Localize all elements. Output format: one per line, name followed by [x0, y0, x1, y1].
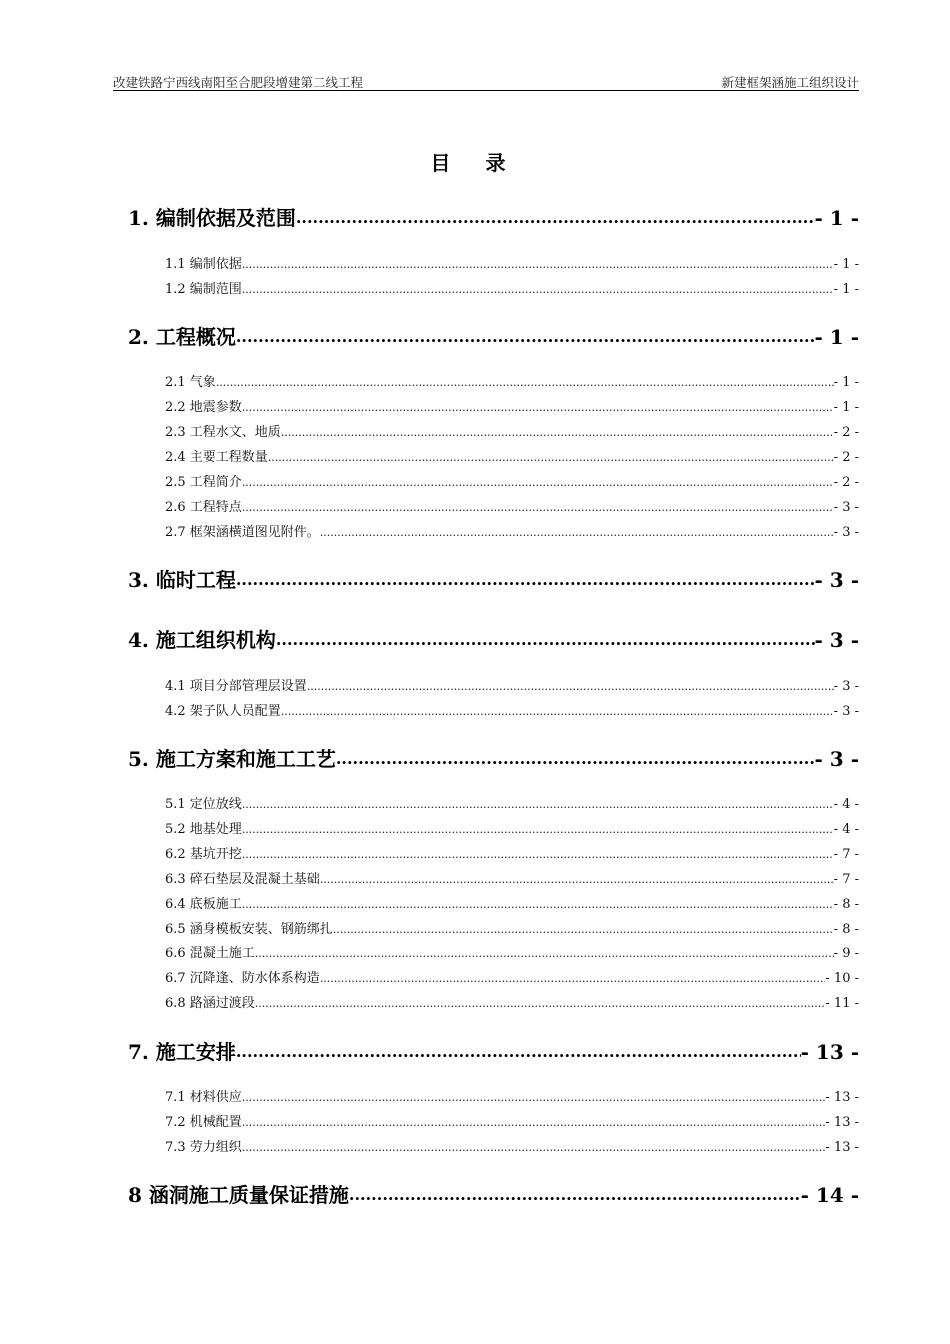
toc-entry-label: 4.1 项目分部管理层设置 [165, 679, 307, 694]
toc-entry-level1[interactable] [128, 746, 859, 772]
toc-entry-page: - 1 - [833, 400, 859, 415]
toc-leader-dots [320, 524, 834, 542]
toc-entry-label: 2.3 工程水文、地质 [165, 425, 281, 440]
toc-entry-page: - 1 - [833, 282, 859, 297]
toc-entry-label: 7.1 材料供应 [165, 1090, 242, 1105]
toc-entry-page: - 13 - [825, 1115, 859, 1130]
toc-leader-dots [242, 399, 834, 417]
toc-entry-label: 2.4 主要工程数量 [165, 450, 268, 465]
toc-leader-dots [320, 970, 826, 988]
toc-entry-level1[interactable] [128, 205, 859, 231]
toc-entry-label: 6.2 基坑开挖 [165, 847, 242, 862]
toc-leader-dots [242, 1114, 826, 1132]
toc-entry-page: - 1 - [833, 375, 859, 390]
toc-entry-label: 7. 施工安排 [128, 1040, 236, 1064]
toc-entry-page: - 13 - [825, 1090, 859, 1105]
toc-entry-page: - 3 - [833, 679, 859, 694]
toc-entry-label: 6.5 涵身模板安装、钢筋绑扎 [165, 922, 333, 937]
toc-entry-label: 6.6 混凝土施工 [165, 946, 255, 961]
toc-entry-label: 2.7 框架涵横道图见附件。 [165, 525, 320, 540]
toc-entry-level2[interactable] [165, 945, 859, 963]
toc-entry-label: 5.2 地基处理 [165, 822, 242, 837]
toc-entry-level2[interactable] [165, 374, 859, 392]
toc-entry-page: - 2 - [833, 475, 859, 490]
toc-entry-label: 3. 临时工程 [128, 568, 236, 592]
toc-leader-dots [242, 846, 834, 864]
toc-leader-dots [216, 374, 834, 392]
toc-leader-dots [296, 205, 815, 231]
toc-leader-dots [281, 424, 834, 442]
toc-entry-page: - 7 - [833, 872, 859, 887]
toc-leader-dots [236, 567, 815, 593]
toc-leader-dots [236, 324, 815, 350]
toc-entry-level2[interactable] [165, 796, 859, 814]
toc-entry-label: 1. 编制依据及范围 [128, 206, 296, 230]
toc-entry-page: - 8 - [833, 897, 859, 912]
toc-entry-level2[interactable] [165, 449, 859, 467]
toc-entry-level2[interactable] [165, 399, 859, 417]
toc-leader-dots [333, 921, 834, 939]
toc-leader-dots [242, 796, 834, 814]
toc-entry-level2[interactable] [165, 474, 859, 492]
toc-entry-level2[interactable] [165, 921, 859, 939]
header-document-name: 新建框架涵施工组织设计 [721, 75, 859, 90]
toc-entry-page: - 2 - [833, 425, 859, 440]
toc-leader-dots [320, 871, 834, 889]
toc-leader-dots [307, 678, 834, 696]
toc-entry-label: 8 涵洞施工质量保证措施 [128, 1183, 349, 1207]
toc-leader-dots [242, 256, 834, 274]
toc-entry-label: 1.2 编制范围 [165, 282, 242, 297]
toc-entry-page: - 3 - [833, 500, 859, 515]
toc-entry-level2[interactable] [165, 896, 859, 914]
toc-entry-level1[interactable] [128, 627, 859, 653]
toc-leader-dots [236, 1039, 801, 1065]
toc-title: 目 录 [430, 151, 520, 175]
toc-leader-dots [242, 896, 834, 914]
toc-entry-page: - 1 - [814, 325, 859, 349]
toc-leader-dots [242, 499, 834, 517]
toc-entry-label: 5.1 定位放线 [165, 797, 242, 812]
toc-entry-label: 7.3 劳力组织 [165, 1140, 242, 1155]
toc-leader-dots [255, 995, 826, 1013]
toc-entry-label: 7.2 机械配置 [165, 1115, 242, 1130]
toc-entry-page: - 4 - [833, 797, 859, 812]
header-project-name: 改建铁路宁西线南阳至合肥段增建第二线工程 [113, 75, 364, 90]
toc-leader-dots [255, 945, 834, 963]
page-header [113, 70, 859, 91]
toc-entry-level2[interactable] [165, 1139, 859, 1157]
toc-entry-page: - 7 - [833, 847, 859, 862]
toc-entry-level1[interactable] [128, 1182, 859, 1208]
toc-entry-level2[interactable] [165, 1114, 859, 1132]
toc-leader-dots [268, 449, 834, 467]
toc-entry-level2[interactable] [165, 1089, 859, 1107]
toc-entry-page: - 13 - [800, 1040, 859, 1064]
toc-entry-label: 1.1 编制依据 [165, 257, 242, 272]
toc-leader-dots [349, 1182, 801, 1208]
toc-entry-page: - 3 - [814, 568, 859, 592]
toc-entry-label: 2.6 工程特点 [165, 500, 242, 515]
toc-entry-page: - 11 - [825, 996, 859, 1011]
toc-entry-page: - 1 - [814, 206, 859, 230]
toc-entry-level2[interactable] [165, 846, 859, 864]
toc-leader-dots [242, 281, 834, 299]
toc-entry-level2[interactable] [165, 970, 859, 988]
toc-leader-dots [276, 627, 815, 653]
toc-entry-level1[interactable] [128, 1039, 859, 1065]
toc-entry-label: 6.3 碎石垫层及混凝土基础 [165, 872, 320, 887]
toc-entry-level2[interactable] [165, 678, 859, 696]
toc-entry-level1[interactable] [128, 567, 859, 593]
toc-entry-page: - 3 - [833, 704, 859, 719]
toc-entry-label: 2.1 气象 [165, 375, 216, 390]
toc-leader-dots [242, 1139, 826, 1157]
toc-entry-label: 2. 工程概况 [128, 325, 236, 349]
toc-entry-level2[interactable] [165, 703, 859, 721]
toc-entry-page: - 3 - [814, 747, 859, 771]
toc-entry-level2[interactable] [165, 871, 859, 889]
toc-entry-page: - 3 - [814, 628, 859, 652]
toc-leader-dots [242, 474, 834, 492]
toc-entry-level2[interactable] [165, 424, 859, 442]
toc-entry-level2[interactable] [165, 499, 859, 517]
toc-entry-page: - 9 - [833, 946, 859, 961]
toc-entry-level2[interactable] [165, 821, 859, 839]
toc-entry-label: 6.8 路涵过渡段 [165, 996, 255, 1011]
toc-leader-dots [336, 746, 815, 772]
toc-entry-level1[interactable] [128, 324, 859, 350]
toc-entry-level2[interactable] [165, 256, 859, 274]
toc-entry-label: 2.5 工程简介 [165, 475, 242, 490]
toc-entry-label: 4.2 架子队人员配置 [165, 704, 281, 719]
toc-leader-dots [242, 821, 834, 839]
toc-entry-label: 6.4 底板施工 [165, 897, 242, 912]
toc-entry-label: 5. 施工方案和施工工艺 [128, 747, 336, 771]
toc-entry-page: - 4 - [833, 822, 859, 837]
toc-entry-page: - 1 - [833, 257, 859, 272]
toc-entry-page: - 8 - [833, 922, 859, 937]
toc-entry-label: 4. 施工组织机构 [128, 628, 276, 652]
toc-entry-page: - 14 - [800, 1183, 859, 1207]
toc-entry-label: 2.2 地震参数 [165, 400, 242, 415]
toc-entry-label: 6.7 沉降逢、防水体系构造 [165, 971, 320, 986]
toc-entry-page: - 13 - [825, 1140, 859, 1155]
toc-entry-page: - 2 - [833, 450, 859, 465]
toc-entry-page: - 3 - [833, 525, 859, 540]
toc-entry-page: - 10 - [825, 971, 859, 986]
toc-leader-dots [242, 1089, 826, 1107]
toc-entry-level2[interactable] [165, 524, 859, 542]
toc-entry-level2[interactable] [165, 995, 859, 1013]
toc-leader-dots [281, 703, 834, 721]
toc-entry-level2[interactable] [165, 281, 859, 299]
